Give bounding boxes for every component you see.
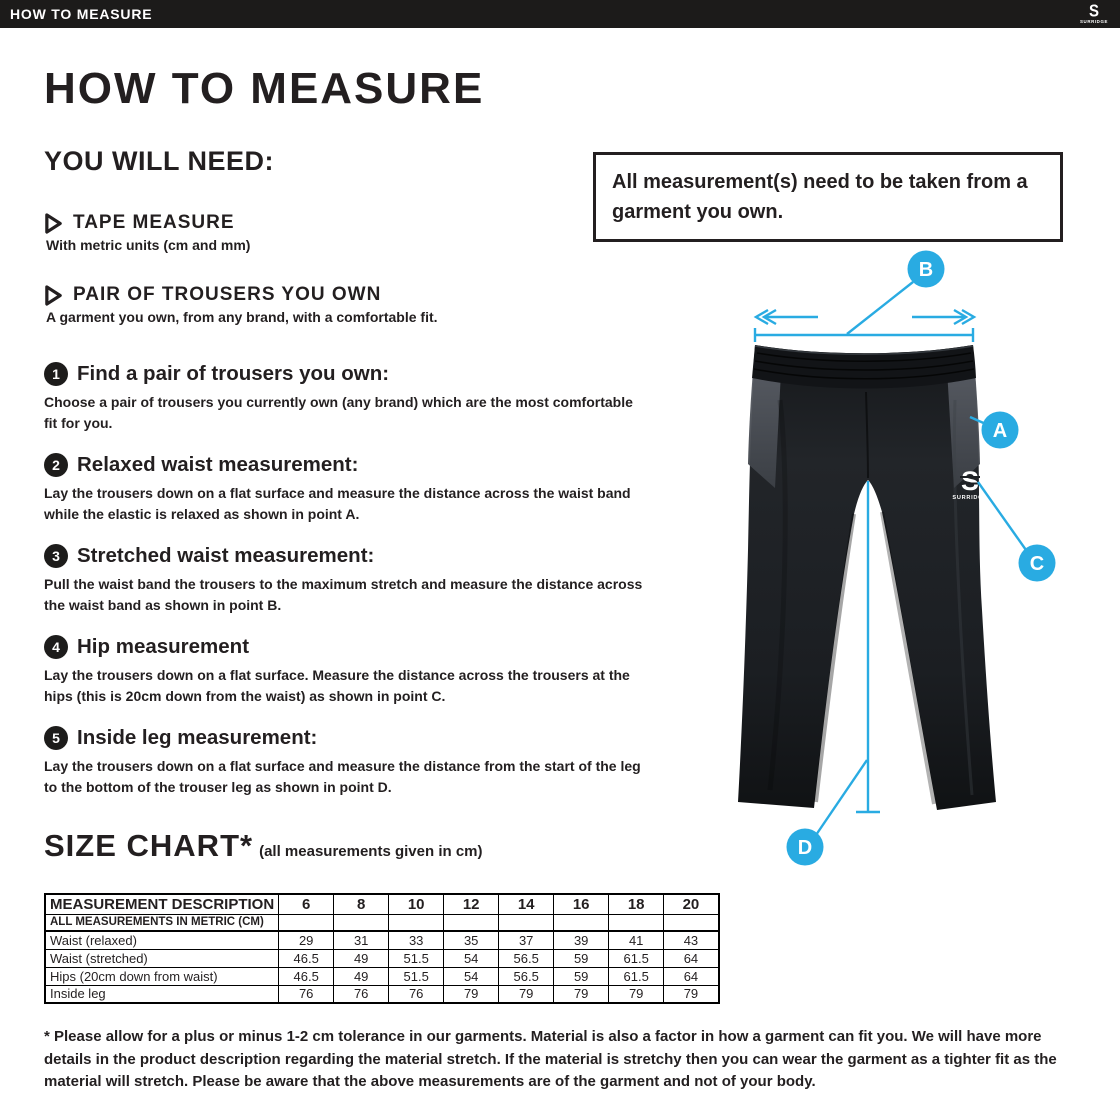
cell-value: 79 (664, 985, 719, 1003)
step-1 (44, 362, 659, 434)
step-number-badge: 1 (44, 362, 68, 386)
cell-value: 54 (444, 967, 499, 985)
play-triangle-icon (44, 213, 63, 234)
need-item-tape-measure (44, 212, 604, 253)
play-triangle-icon (44, 285, 63, 306)
cell-value: 76 (279, 985, 334, 1003)
step-description: Pull the waist band the trousers to the maximum stretch and measure the distance across the waist band as shown in point B. (44, 576, 643, 613)
cell-value: 76 (334, 985, 389, 1003)
step-title: Hip measurement (77, 635, 250, 658)
col-header: 6 (279, 894, 334, 914)
callout-box: All measurement(s) need to be taken from a garment you own. (593, 152, 1063, 242)
col-header: 16 (554, 894, 609, 914)
cell-value: 76 (389, 985, 444, 1003)
cell-value: 59 (554, 949, 609, 967)
table-row (45, 931, 719, 949)
cell-value: 64 (664, 967, 719, 985)
step-description: Lay the trousers down on a flat surface. Measure the distance across the trousers at the hips (this is 20cm down from the waist) as shown in point C. (44, 667, 630, 704)
cell-value: 51.5 (389, 967, 444, 985)
col-header: MEASUREMENT DESCRIPTION (45, 894, 279, 914)
col-header: 18 (609, 894, 664, 914)
cell-value: 61.5 (609, 967, 664, 985)
cell-value: 31 (334, 931, 389, 949)
step-title: Relaxed waist measurement: (77, 453, 359, 476)
cell-value: 46.5 (279, 949, 334, 967)
cell-value: 79 (444, 985, 499, 1003)
cell-value: 61.5 (609, 949, 664, 967)
col-header: 10 (389, 894, 444, 914)
col-header: 12 (444, 894, 499, 914)
cell-value: 56.5 (499, 967, 554, 985)
row-label: Waist (stretched) (45, 949, 279, 967)
surridge-wordmark: SURRIDGE (1080, 18, 1108, 24)
need-item-trousers (44, 284, 604, 325)
size-chart-table (44, 893, 720, 1004)
step-title: Stretched waist measurement: (77, 544, 375, 567)
cell-value: 43 (664, 931, 719, 949)
row-label: Inside leg (45, 985, 279, 1003)
cell-value: 49 (334, 967, 389, 985)
cell-value: 29 (279, 931, 334, 949)
page-title: HOW TO MEASURE (44, 64, 485, 113)
waistband (752, 345, 976, 389)
table-row (45, 985, 719, 1003)
svg-text:S: S (960, 466, 980, 496)
step-description: Lay the trousers down on a flat surface and measure the distance from the start of the leg to the bottom of the trouser leg as shown in point D. (44, 758, 641, 795)
step-3 (44, 544, 659, 616)
topbar-title: HOW TO MEASURE (10, 6, 153, 22)
step-number-badge: 5 (44, 726, 68, 750)
step-5 (44, 726, 659, 798)
cell-value: 37 (499, 931, 554, 949)
marker-a (982, 412, 1019, 449)
marker-d (787, 829, 824, 866)
step-2 (44, 453, 659, 525)
cell-value: 33 (389, 931, 444, 949)
cell-value: 79 (554, 985, 609, 1003)
cell-value: 49 (334, 949, 389, 967)
col-header: 20 (664, 894, 719, 914)
table-header-row (45, 894, 719, 914)
size-chart-heading (44, 828, 483, 864)
tolerance-disclaimer: * Please allow for a plus or minus 1-2 cm tolerance in our garments. Material is also a factor in how a garment can fit you. We will have more details in the product description regarding the material stretch. If the material is stretchy then you can wear the garment as a tighter fit as the material will stretch. Please be aware that the above measurements are of the garment and not of your body. (44, 1028, 1057, 1090)
row-label: Hips (20cm down from waist) (45, 967, 279, 985)
need-item-description: With metric units (cm and mm) (46, 237, 251, 253)
you-will-need-heading: YOU WILL NEED: (44, 146, 275, 176)
svg-text:C: C (1029, 553, 1045, 575)
need-item-description: A garment you own, from any brand, with a comfortable fit. (46, 309, 438, 325)
cell-value: 51.5 (389, 949, 444, 967)
svg-text:A: A (992, 420, 1008, 442)
marker-b (908, 251, 945, 288)
step-number-badge: 2 (44, 453, 68, 477)
col-header: 8 (334, 894, 389, 914)
top-title-bar (0, 0, 1120, 28)
step-description: Lay the trousers down on a flat surface and measure the distance across the waist band while the elastic is relaxed as shown in point A. (44, 485, 631, 522)
svg-text:B: B (918, 259, 934, 281)
need-item-label: TAPE MEASURE (73, 212, 235, 233)
table-row (45, 967, 719, 985)
step-number-badge: 4 (44, 635, 68, 659)
table-row (45, 949, 719, 967)
col-header: 14 (499, 894, 554, 914)
svg-text:D: D (797, 837, 813, 859)
step-title: Inside leg measurement: (77, 726, 318, 749)
step-description: Choose a pair of trousers you currently own (any brand) which are the most comfortable fit for you. (44, 394, 633, 431)
cell-value: 54 (444, 949, 499, 967)
cell-value: 79 (609, 985, 664, 1003)
row-label: Waist (relaxed) (45, 931, 279, 949)
size-chart-subheading: (all measurements given in cm) (259, 843, 483, 860)
step-4 (44, 635, 659, 707)
cell-value: 46.5 (279, 967, 334, 985)
svg-text:SURRIDGE: SURRIDGE (952, 495, 988, 501)
cell-value: 35 (444, 931, 499, 949)
need-item-label: PAIR OF TROUSERS YOU OWN (73, 284, 382, 305)
cell-value: 64 (664, 949, 719, 967)
step-title: Find a pair of trousers you own: (77, 362, 390, 385)
cell-value: 59 (554, 967, 609, 985)
cell-value: 56.5 (499, 949, 554, 967)
trousers-measurement-diagram (730, 250, 1080, 890)
cell-value: 41 (609, 931, 664, 949)
step-number-badge: 3 (44, 544, 68, 568)
cell-value: 39 (554, 931, 609, 949)
size-chart-title: SIZE CHART* (44, 828, 254, 863)
metric-note-cell: ALL MEASUREMENTS IN METRIC (CM) (45, 914, 279, 931)
surridge-s-glyph: S (1089, 1, 1100, 22)
metric-note-row (45, 914, 719, 931)
marker-c (1019, 545, 1056, 582)
surridge-logo-icon (1080, 1, 1108, 24)
cell-value: 79 (499, 985, 554, 1003)
